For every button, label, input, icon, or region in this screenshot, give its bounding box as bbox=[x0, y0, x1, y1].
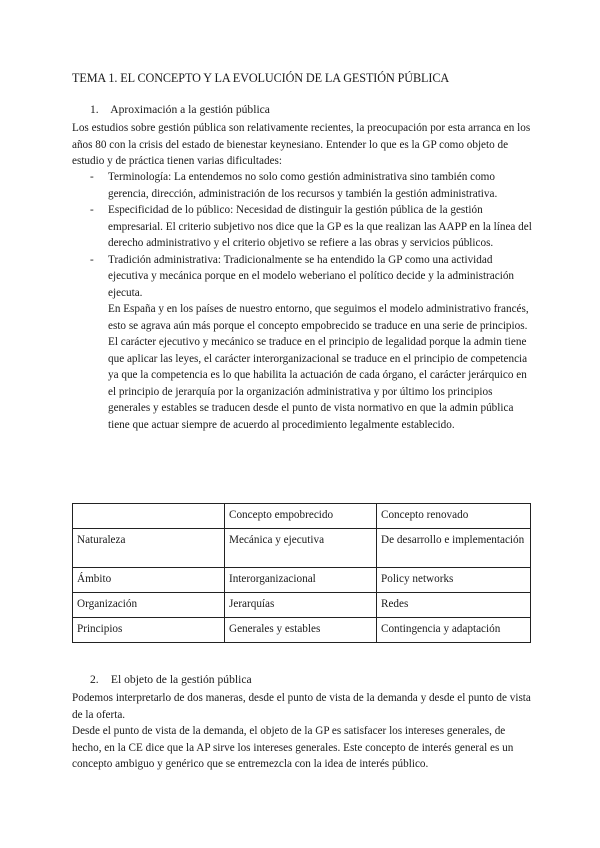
table-cell: Redes bbox=[377, 593, 531, 618]
intro-paragraph: Los estudios sobre gestión pública son relativamente recientes, la preocupación por esta arranca en los años 80 con la crisis del estado de bienestar keynesiano. Entender lo que es la GP como objeto de estudio y de práctica tienen varias dificultades: bbox=[72, 122, 531, 167]
header-cell: Concepto empobrecido bbox=[225, 504, 377, 529]
section-number-1: 1. bbox=[90, 103, 99, 116]
table-header-row bbox=[73, 504, 531, 529]
bullet-text: Tradición administrativa: Tradicionalmente se ha entendido la GP como una actividad ejecutiva y mecánica porque en el modelo weberiano el político decide y la administración ejecuta. bbox=[108, 253, 515, 299]
table-cell: Interorganizacional bbox=[225, 568, 377, 593]
bullet-dash: - bbox=[90, 204, 94, 216]
bullet-text: Especificidad de lo público: Necesidad de distinguir la gestión pública de la gestión empresarial. El criterio subjetivo nos dice que la GP es la que realizan las AAPP en la línea del derecho administrativo y el criterio objetivo se refiere a las obras y servicios públicos. bbox=[108, 204, 532, 249]
list-item bbox=[72, 169, 532, 202]
comparison-table bbox=[72, 503, 531, 643]
table-row bbox=[73, 529, 531, 568]
difficulty-list bbox=[72, 169, 532, 433]
table-cell: Generales y estables bbox=[225, 618, 377, 643]
bullet-dash: - bbox=[90, 171, 94, 183]
table-cell: Policy networks bbox=[377, 568, 531, 593]
table-cell: Organización bbox=[73, 593, 225, 618]
table-row bbox=[73, 618, 531, 643]
list-item bbox=[72, 202, 532, 252]
table-row bbox=[73, 568, 531, 593]
table-cell: Mecánica y ejecutiva bbox=[225, 529, 377, 568]
table-cell: Principios bbox=[73, 618, 225, 643]
table-cell: Naturaleza bbox=[73, 529, 225, 568]
section-title-2: El objeto de la gestión pública bbox=[110, 673, 252, 686]
table-cell: Contingencia y adaptación bbox=[377, 618, 531, 643]
continuation-text: En España y en los países de nuestro entorno, que seguimos el modelo administrativo francés, esto se agrava aún más porque el concepto empobrecido se traduce en una serie de principios. El carácter ejecutivo y mecánico se traduce en el principio de legalidad porque la admin tiene que aplicar las leyes, el carácter interorganizacional se traduce en el principio de competencia ya que la competencia es lo que habilita la actuación de cada órgano, el carácter jerárquico en el principio de jerarquía por la organización administrativa y por último los principios generales y estables se traducen desde el punto de vista normativo en que la admin pública tiene que actuar siempre de acuerdo al procedimiento legalmente establecido. bbox=[108, 303, 529, 431]
section-title-1: Aproximación a la gestión pública bbox=[110, 103, 270, 116]
list-item bbox=[72, 252, 532, 302]
section-heading-1 bbox=[90, 103, 270, 116]
object-paragraph-1: Podemos interpretarlo de dos maneras, desde el punto de vista de la demanda y desde el punto de vista de la oferta. bbox=[72, 692, 531, 721]
table-row bbox=[73, 593, 531, 618]
bullet-dash: - bbox=[90, 253, 94, 266]
table-cell: De desarrollo e implementación bbox=[377, 529, 531, 568]
section-number-2: 2. bbox=[90, 673, 99, 686]
bullet-text: Terminología: La entendemos no solo como gestión administrativa sino también como gerencia, dirección, administración de los recursos y también la gestión administrativa. bbox=[108, 171, 498, 200]
header-cell bbox=[73, 504, 225, 529]
table-cell: Jerarquías bbox=[225, 593, 377, 618]
header-cell: Concepto renovado bbox=[377, 504, 531, 529]
document-title: TEMA 1. EL CONCEPTO Y LA EVOLUCIÓN DE LA GESTIÓN PÚBLICA bbox=[72, 71, 450, 85]
table-cell: Ámbito bbox=[73, 568, 225, 593]
object-paragraph-2: Desde el punto de vista de la demanda, el objeto de la GP es satisfacer los intereses generales, de hecho, en la CE dice que la AP sirve los intereses generales. Este concepto de interés general es un concepto ambiguo y genérico que se entremezcla con la idea de interés público. bbox=[72, 725, 514, 770]
section-heading-2 bbox=[90, 673, 252, 686]
continuation-paragraph bbox=[72, 301, 532, 433]
